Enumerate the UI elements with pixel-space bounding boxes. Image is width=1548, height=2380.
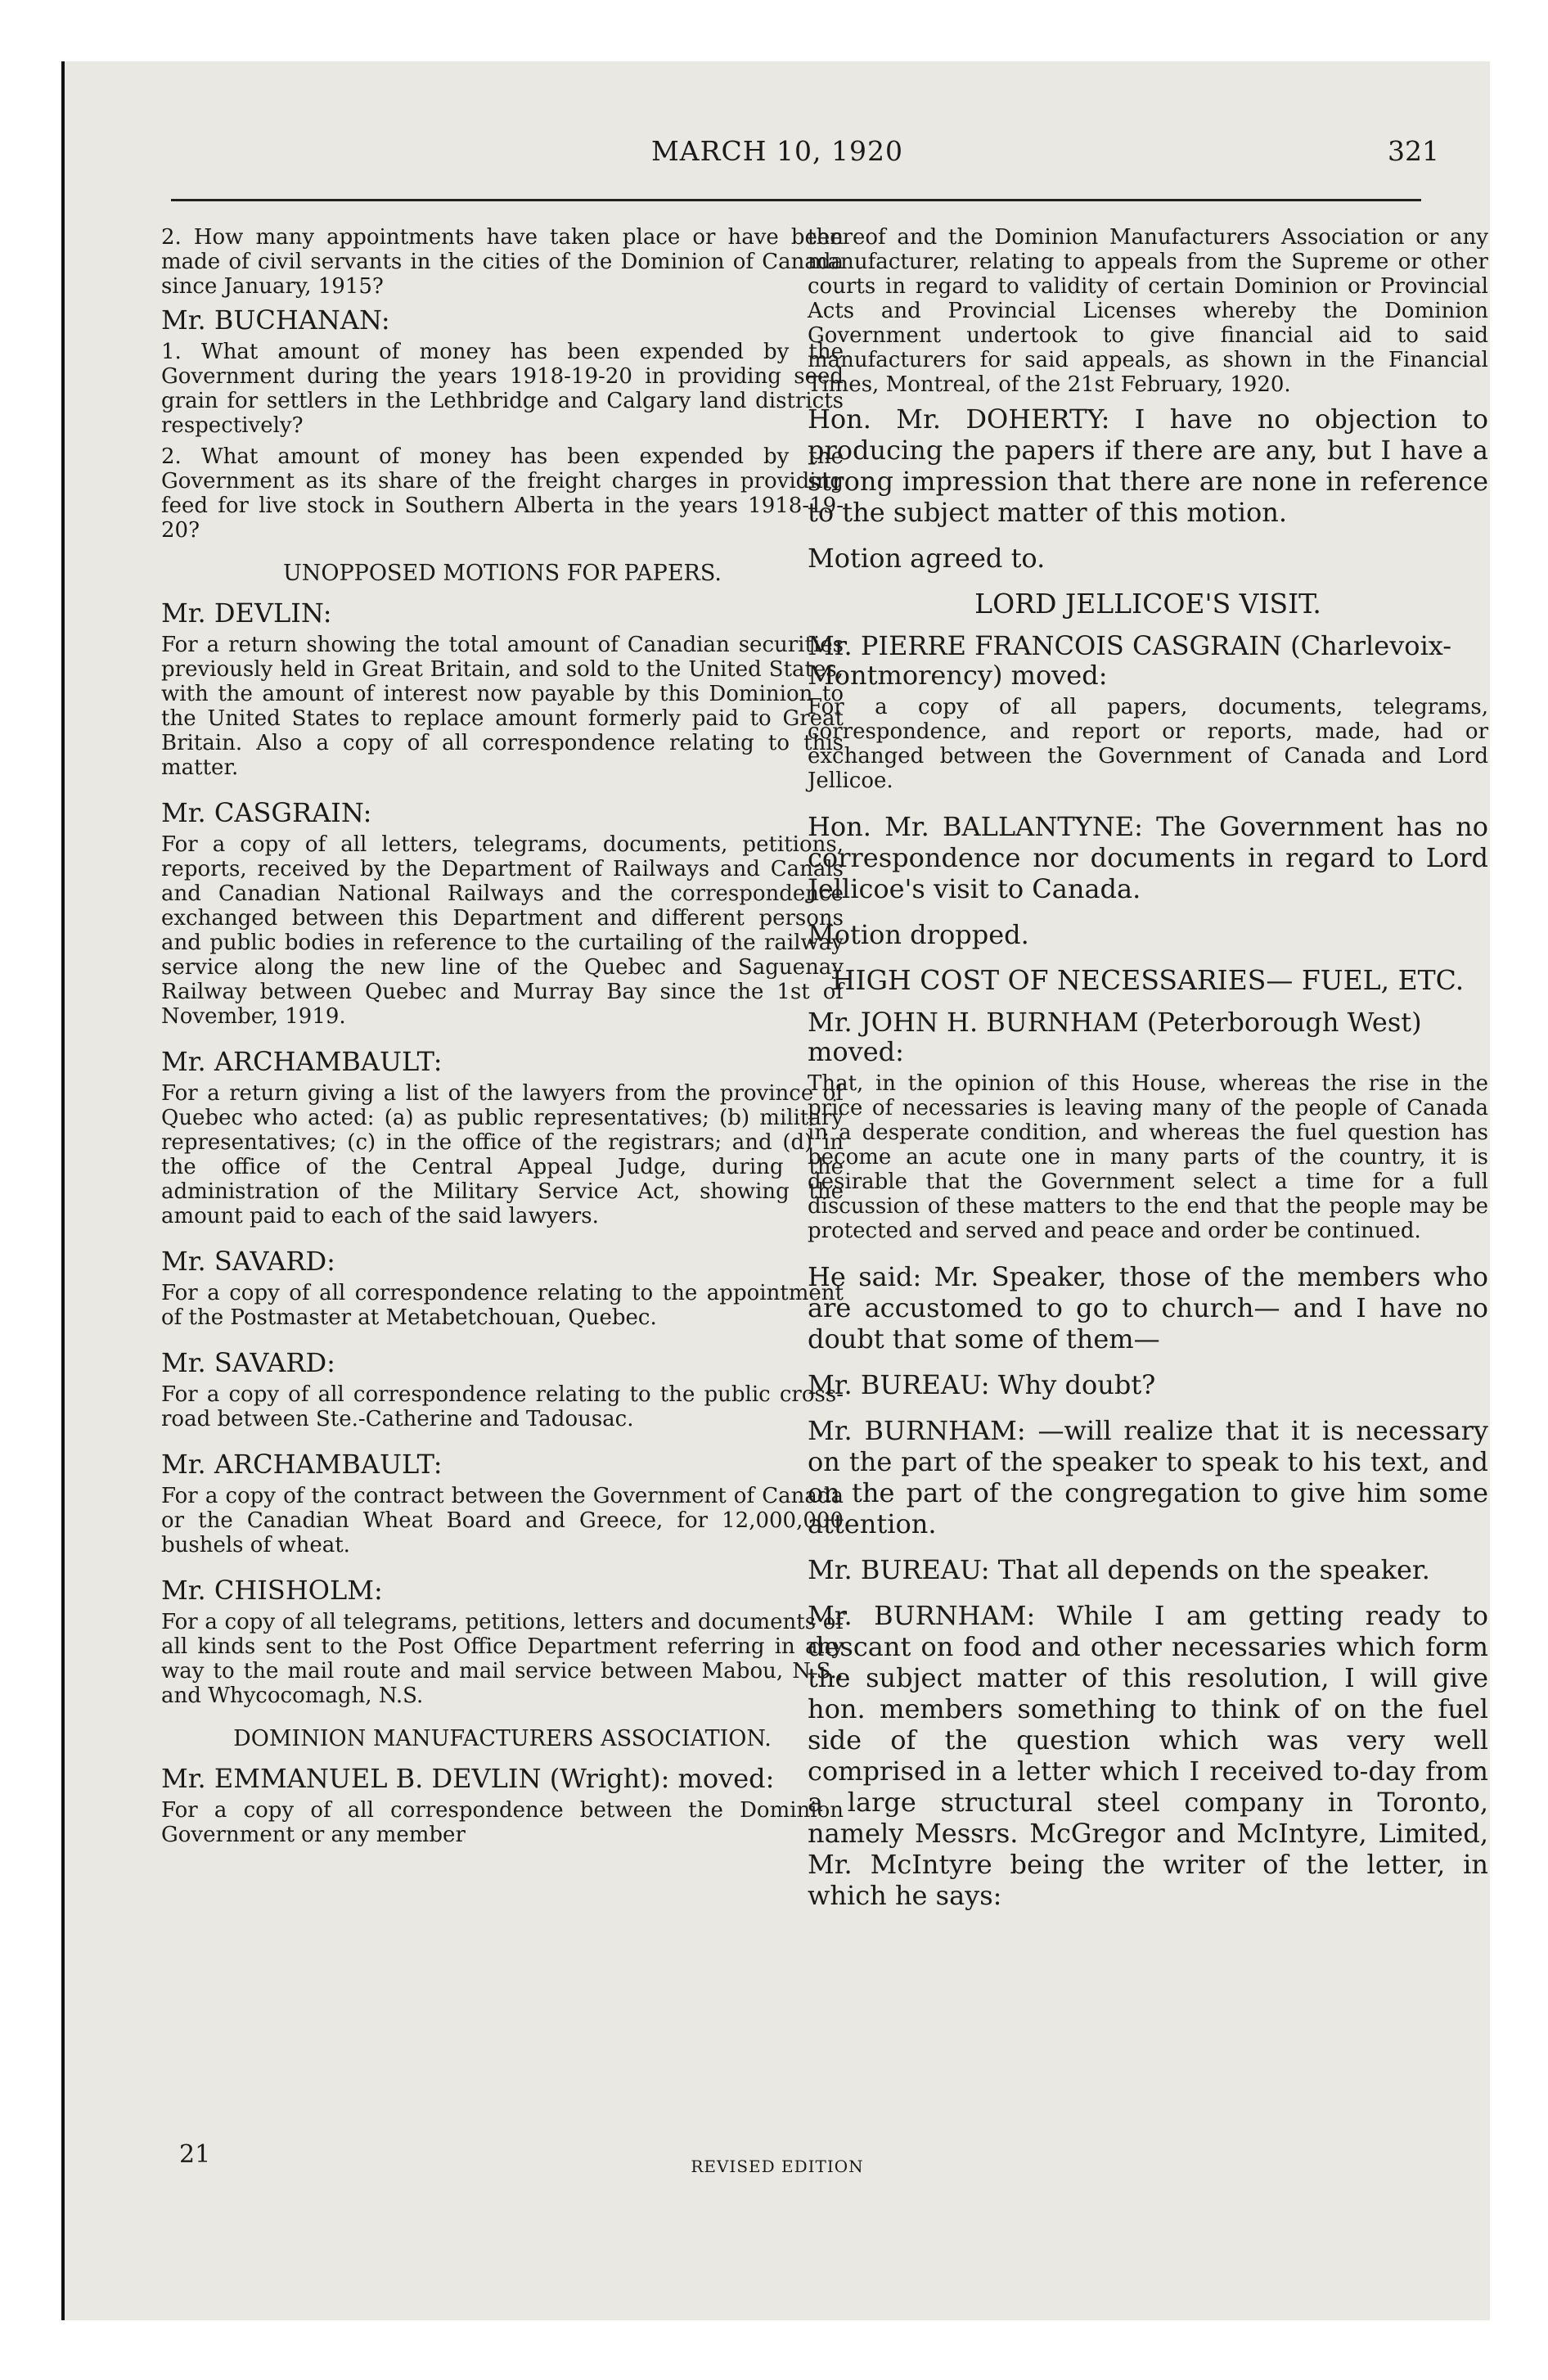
casgrain-motion: For a copy of all letters, telegrams, documents, petitions, reports, received by the Department of Railways and Canals and Canadian National Railways and the correspondence exchanged between this Department and different persons and public bodies in reference to the curtailing of the railway service along the new line of the Quebec and Saguenay Railway between Quebec and Murray Bay since the 1st of November, 1919. — [161, 832, 844, 1029]
signature-mark: 21 — [179, 2140, 211, 2169]
header-rule — [171, 199, 1421, 201]
right-column — [808, 225, 1488, 1926]
section-heading-necessaries: HIGH COST OF NECESSARIES— FUEL, ETC. — [831, 964, 1465, 996]
buchanan-question-1: 1. What amount of money has been expended by the Government during the years 1918-19-20 in providing seed grain for settlers in the Lethbridge and Calgary land districts respectively? — [161, 340, 844, 438]
ballantyne-statement: Hon. Mr. BALLANTYNE: The Government has no correspondence nor documents in regard to Lord Jellicoe's visit to Canada. — [808, 811, 1488, 904]
question-2: 2. How many appointments have taken place or have been made of civil servants in the cities of the Dominion of Canada since January, 1915? — [161, 225, 844, 299]
speaker-pierre-casgrain: Mr. PIERRE FRANCOIS CASGRAIN (Charlevoix-Montmorency) moved: — [808, 630, 1452, 691]
emmanuel-devlin-motion: For a copy of all correspondence between the Dominion Government or any member — [161, 1798, 844, 1847]
motion-agreed: Motion agreed to. — [808, 543, 1046, 574]
speaker-savard-2: Mr. SAVARD: — [161, 1347, 335, 1378]
speaker-devlin: Mr. DEVLIN: — [161, 597, 332, 629]
doherty-statement: Hon. Mr. DOHERTY: I have no objection to producing the papers if there are any, but I have a strong impression that there are none in reference to the subject matter of this motion. — [808, 403, 1488, 528]
section-heading-unopposed-motions: UNOPPOSED MOTIONS FOR PAPERS. — [282, 561, 722, 586]
archambault-motion-1: For a return giving a list of the lawyers from the province of Quebec who acted: (a) as public representatives; (b) military representatives; (c) in the office of the registrars; and (d) in the office of the Central Appeal Judge, during the administration of the Military Service Act, showing the amount paid to each of the said lawyers. — [161, 1081, 844, 1228]
devlin-motion: For a return showing the total amount of Canadian securities previously held in Great Britain, and sold to the United States, with the amount of interest now payable by this Dominion to the United States to replace amount formerly paid to Great Britain. Also a copy of all correspondence relating to this matter. — [161, 633, 844, 780]
scanned-page — [61, 61, 1490, 2320]
speaker-casgrain: Mr. CASGRAIN: — [161, 797, 372, 828]
bureau-interjection-2: Mr. BUREAU: That all depends on the speaker. — [808, 1554, 1430, 1585]
burnham-speech-3: Mr. BURNHAM: While I am getting ready to descant on food and other necessaries which form the subject matter of this resolution, I will give hon. members something to think of on the fuel side of the question which was very well comprised in a letter which I received to-day from a large structural steel company in Toronto, namely Messrs. McGregor and McIntyre, Limited, Mr. McIntyre being the writer of the letter, in which he says: — [808, 1600, 1488, 1911]
page-number: 321 — [1388, 135, 1439, 167]
edition-label: REVISED EDITION — [691, 2157, 864, 2176]
speaker-emmanuel-devlin: Mr. EMMANUEL B. DEVLIN (Wright): moved: — [161, 1763, 775, 1794]
speaker-chisholm: Mr. CHISHOLM: — [161, 1575, 383, 1606]
pierre-casgrain-motion: For a copy of all papers, documents, telegrams, correspondence, and report or reports, made, had or exchanged between the Government of Canada and Lord Jellicoe. — [808, 695, 1488, 793]
savard-motion-2: For a copy of all correspondence relating to the public cross-road between Ste.-Catherine and Tadousac. — [161, 1382, 844, 1431]
motion-continuation: thereof and the Dominion Manufacturers Association or any manufacturer, relating to appeals from the Supreme or other courts in regard to validity of certain Dominion or Provincial Acts and Provincial Licenses whereby the Dominion Government undertook to give financial aid to said manufacturers for said appeals, as shown in the Financial Times, Montreal, of the 21st February, 1920. — [808, 225, 1488, 397]
burnham-speech-1: He said: Mr. Speaker, those of the members who are accustomed to go to church— and I have no doubt that some of them— — [808, 1261, 1488, 1355]
speaker-archambault-1: Mr. ARCHAMBAULT: — [161, 1046, 443, 1077]
speaker-savard-1: Mr. SAVARD: — [161, 1246, 335, 1277]
burnham-speech-2: Mr. BURNHAM: —will realize that it is necessary on the part of the speaker to speak to his text, and on the part of the congregation to give him some attention. — [808, 1415, 1488, 1539]
buchanan-question-2: 2. What amount of money has been expended by the Government as its share of the freight charges in providing feed for live stock in Southern Alberta in the years 1918-19-20? — [161, 444, 844, 543]
savard-motion-1: For a copy of all correspondence relating to the appointment of the Postmaster at Metabetchouan, Quebec. — [161, 1281, 844, 1330]
section-heading-jellicoe: LORD JELLICOE'S VISIT. — [974, 588, 1321, 620]
burnham-motion: That, in the opinion of this House, whereas the rise in the price of necessaries is leaving many of the people of Canada in a desperate condition, and whereas the fuel question has become an acute one in many parts of the country, it is desirable that the Government select a time for a full discussion of these matters to the end that the people may be protected and served and peace and order be continued. — [808, 1071, 1488, 1243]
section-heading-dominion-manufacturers: DOMINION MANUFACTURERS ASSOCIATION. — [233, 1726, 772, 1751]
speaker-archambault-2: Mr. ARCHAMBAULT: — [161, 1449, 443, 1480]
motion-dropped: Motion dropped. — [808, 919, 1029, 950]
page-date: MARCH 10, 1920 — [651, 135, 903, 167]
left-column — [161, 225, 844, 1865]
page-header — [65, 135, 1490, 184]
speaker-buchanan: Mr. BUCHANAN: — [161, 304, 390, 336]
speaker-burnham: Mr. JOHN H. BURNHAM (Peterborough West) moved: — [808, 1007, 1422, 1067]
bureau-interjection-1: Mr. BUREAU: Why doubt? — [808, 1369, 1156, 1400]
archambault-motion-2: For a copy of the contract between the Government of Canada or the Canadian Wheat Board and Greece, for 12,000,000 bushels of wheat. — [161, 1484, 844, 1557]
chisholm-motion: For a copy of all telegrams, petitions, letters and documents of all kinds sent to the Post Office Department referring in any way to the mail route and mail service between Mabou, N.S., and Whycocomagh, N.S. — [161, 1610, 844, 1708]
